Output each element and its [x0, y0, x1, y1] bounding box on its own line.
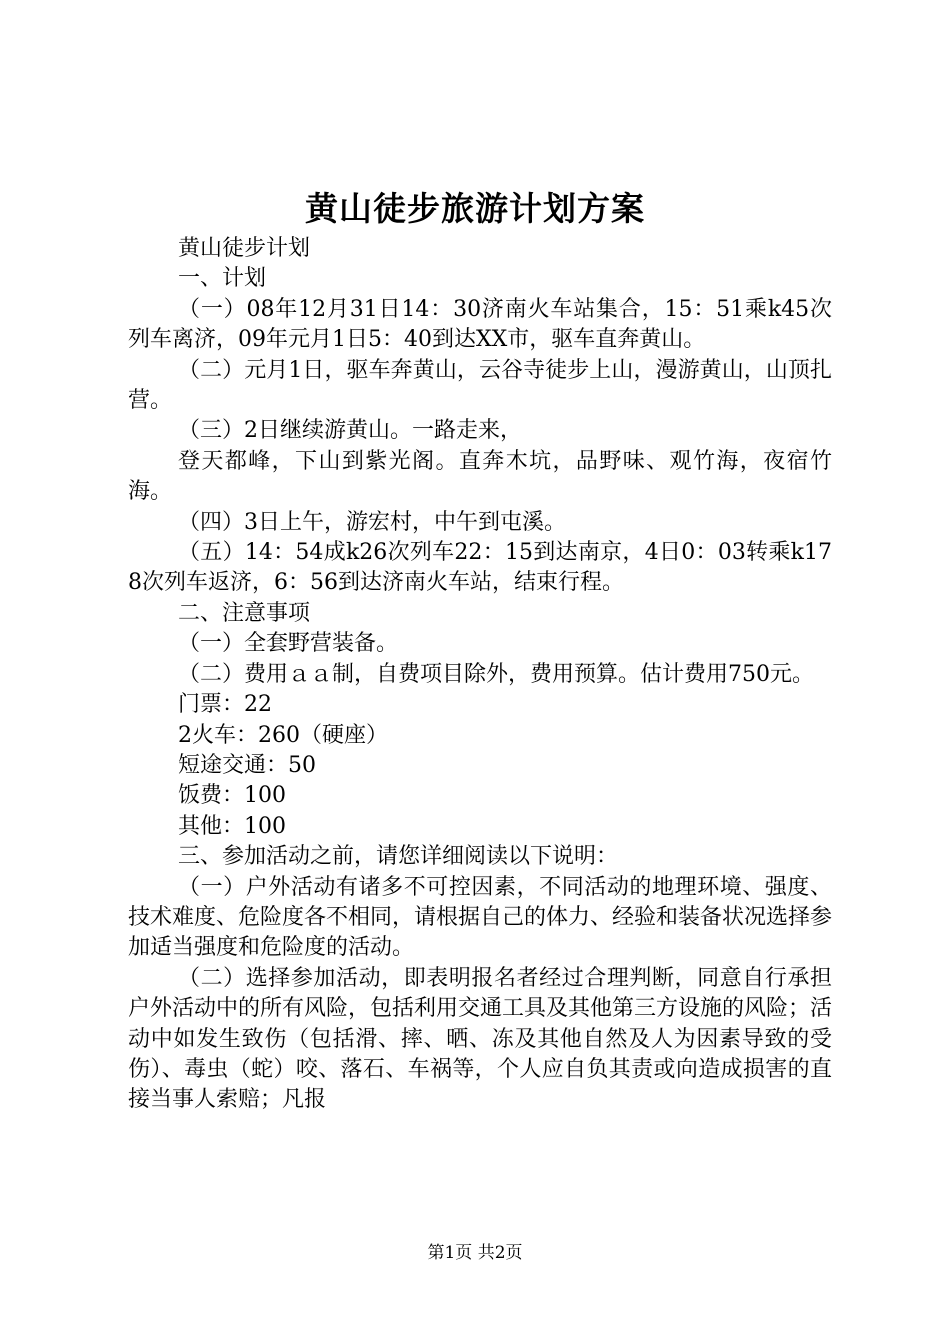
budget-item: 门票：22 — [178, 692, 272, 718]
budget-item: 2火车：260（硬座） — [178, 722, 388, 748]
budget-item: 其他：100 — [178, 813, 286, 839]
document-body — [128, 234, 832, 1116]
paragraph: 登天都峰，下山到紫光阁。直奔木坑，品野味、观竹海，夜宿竹海。 — [128, 448, 832, 505]
page-footer: 第1页 共2页 — [427, 1243, 523, 1263]
budget-item: 短途交通：50 — [178, 752, 316, 778]
document-title: 黄山徒步旅游计划方案 — [305, 189, 645, 228]
section-heading-instructions: 三、参加活动之前，请您详细阅读以下说明： — [178, 844, 619, 870]
paragraph: （一）户外活动有诸多不可控因素，不同活动的地理环境、强度、技术难度、危险度各不相同，请根据自己的体力、经验和装备状况选择参加适当强度和危险度的活动。 — [128, 874, 833, 961]
paragraph: （四）3日上午，游宏村，中午到屯溪。 — [178, 509, 566, 535]
paragraph: （二）选择参加活动，即表明报名者经过合理判断，同意自行承担户外活动中的所有风险，包括利用交通工具及其他第三方设施的风险；活动中如发生致伤（包括滑、摔、晒、冻及其他自然及人为因素导致的受伤）、毒虫（蛇）咬、落石、车祸等，个人应自负其责或向造成损害的直接当事人索赔；凡报 — [128, 965, 833, 1113]
paragraph: （二）元月1日，驱车奔黄山，云谷寺徒步上山，漫游黄山，山顶扎营。 — [128, 357, 832, 414]
paragraph-subtitle: 黄山徒步计划 — [178, 236, 311, 261]
paragraph: （一）08年12月31日14：30济南火车站集合，15：51乘k45次列车离济，09年元月1日5：40到达XX市，驱车直奔黄山。 — [128, 296, 832, 353]
paragraph: （一）全套野营装备。 — [178, 631, 399, 657]
section-heading-plan: 一、计划 — [178, 266, 267, 292]
budget-item: 饭费：100 — [178, 783, 286, 809]
paragraph: （五）14：54成k26次列车22：15到达南京，4日0：03转乘k178次列车返济，6：56到达济南火车站，结束行程。 — [128, 540, 832, 596]
paragraph: （三）2日继续游黄山。一路走来， — [178, 418, 522, 444]
paragraph: （二）费用ａａ制，自费项目除外，费用预算。估计费用750元。 — [178, 661, 814, 687]
section-heading-notes: 二、注意事项 — [178, 600, 311, 626]
